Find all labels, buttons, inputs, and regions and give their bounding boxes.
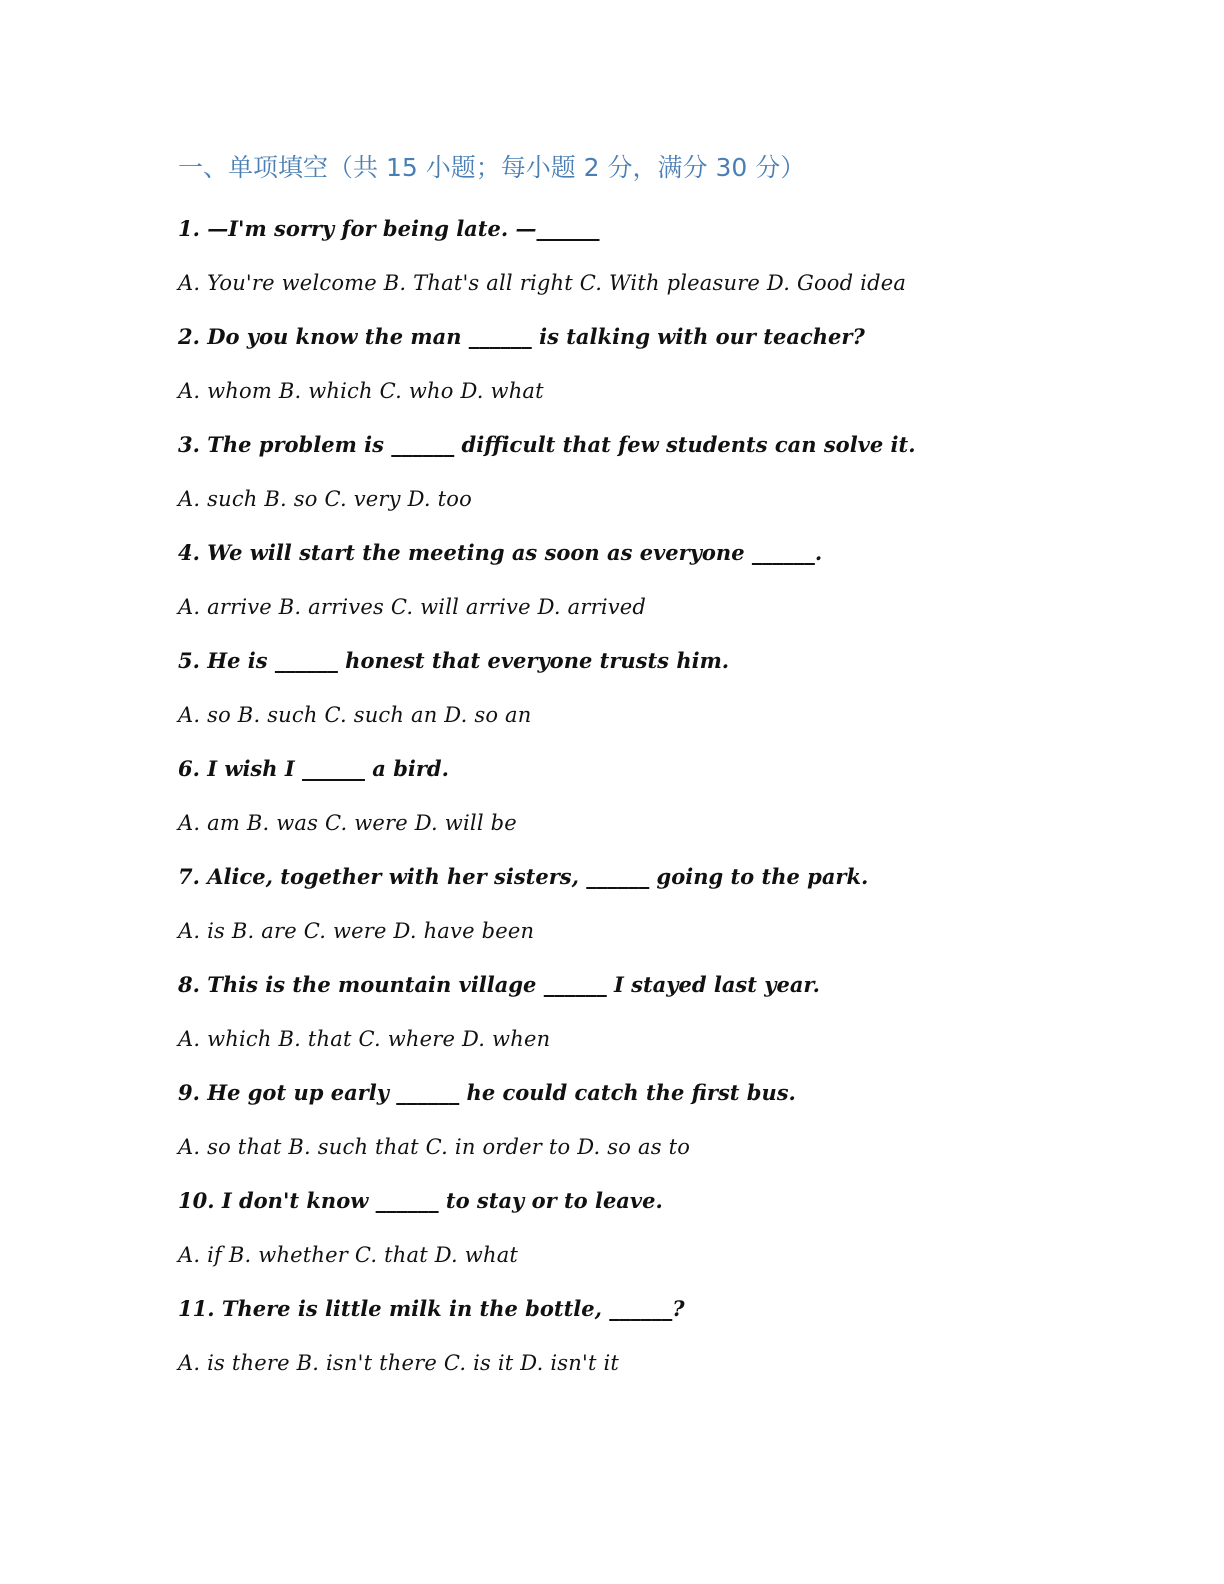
question-options: A. whom B. which C. who D. what: [178, 379, 544, 403]
question-options: A. so B. such C. such an D. so an: [178, 703, 532, 727]
question-options: A. such B. so C. very D. too: [178, 487, 472, 511]
question-stem: 7. Alice, together with her sisters, ______ going to the park.: [178, 864, 869, 889]
section-title: 一、单项填空（共 15 小题；每小题 2 分，满分 30 分）: [178, 153, 806, 182]
question-stem: 10. I don't know ______ to stay or to leave.: [178, 1188, 663, 1213]
question-options: A. You're welcome B. That's all right C. With pleasure D. Good idea: [178, 271, 907, 295]
question-options: A. is there B. isn't there C. is it D. isn't it: [178, 1351, 620, 1375]
question-stem: 1. —I'm sorry for being late. —______: [178, 216, 600, 241]
question-stem: 11. There is little milk in the bottle, ______?: [178, 1296, 685, 1321]
question-options: A. if B. whether C. that D. what: [178, 1243, 519, 1267]
question-options: A. arrive B. arrives C. will arrive D. arrived: [178, 595, 647, 619]
question-stem: 4. We will start the meeting as soon as everyone ______.: [178, 540, 823, 565]
question-options: A. is B. are C. were D. have been: [178, 919, 535, 943]
question-options: A. so that B. such that C. in order to D. so as to: [178, 1135, 691, 1159]
question-stem: 2. Do you know the man ______ is talking with our teacher?: [178, 324, 865, 349]
question-stem: 3. The problem is ______ difficult that few students can solve it.: [178, 432, 916, 457]
question-stem: 5. He is ______ honest that everyone trusts him.: [178, 648, 730, 673]
question-options: A. which B. that C. where D. when: [178, 1027, 551, 1051]
question-stem: 9. He got up early ______ he could catch the first bus.: [178, 1080, 796, 1105]
question-stem: 8. This is the mountain village ______ I stayed last year.: [178, 972, 820, 997]
question-stem: 6. I wish I ______ a bird.: [178, 756, 449, 781]
question-options: A. am B. was C. were D. will be: [178, 811, 517, 835]
